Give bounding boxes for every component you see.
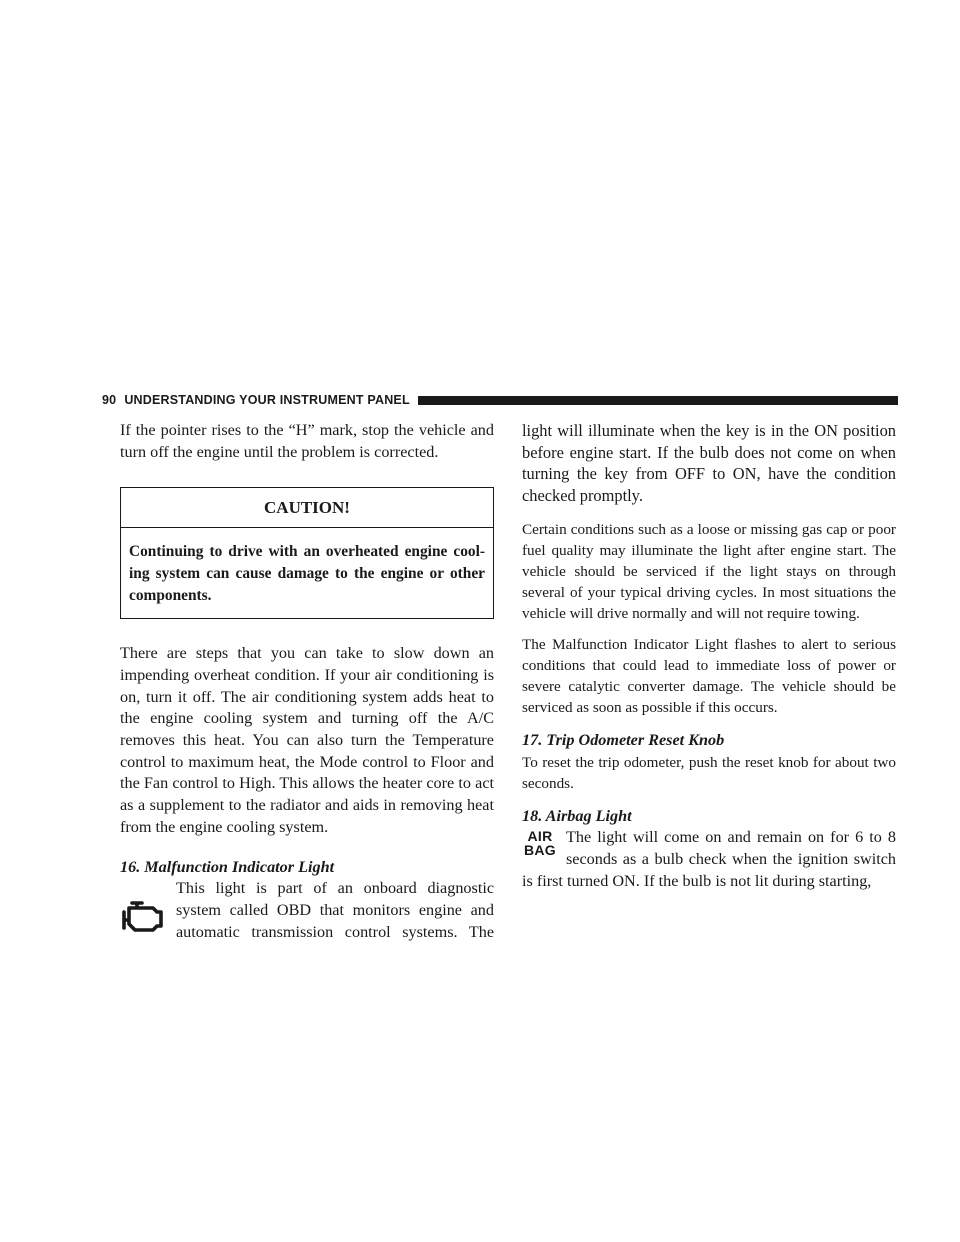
airbag-icon: AIR BAG <box>523 828 556 859</box>
caution-text: Continuing to drive with an overheated engine cool- ing system can cause damage to the engine or other components. <box>129 543 485 604</box>
overheat-steps-paragraph: There are steps that you can take to slow down an impending overheat condition. If your air conditioning is on, turn it off. The air conditioning system adds heat to the engine cooling system and turning off the A/C removes this heat. You can also turn the Temperature control to maximum heat, the Mode control to Floor and the Fan control to High. This allows the heater core to act as a supplement to the radiator and aids in removing heat from the engine cooling system. <box>120 644 494 836</box>
trip-paragraph: To reset the trip odometer, push the reset knob for about two seconds. <box>522 753 896 792</box>
airbag-paragraph: The light will come on and remain on for 6 to 8 seconds as a bulb check when the ignition switch is first turned ON. If the bulb is not lit during starting, <box>522 828 896 890</box>
mil-line-1: This light is part of an onboard diagnostic <box>176 879 494 898</box>
airbag-heading: 18. Airbag Light <box>522 806 632 825</box>
mil-paragraph <box>120 878 494 943</box>
mil-line-2: system called OBD that monitors engine and <box>176 900 494 919</box>
header-rule <box>418 396 898 405</box>
mil-line-3: automatic transmission control systems. The <box>176 922 494 941</box>
mil-heading: 16. Malfunction Indicator Light <box>120 857 335 876</box>
right-column <box>522 420 896 892</box>
conditions-paragraph: Certain conditions such as a loose or missing gas cap or poor fuel quality may illuminate the light after engine start. The vehicle should be serviced if the light stays on through several of your typical driving cycles. In most situations the vehicle will drive normally and will not require towing. <box>522 520 896 622</box>
page-number: 90 <box>102 393 117 407</box>
check-engine-icon <box>120 890 168 940</box>
page-header <box>102 391 898 409</box>
airbag-paragraph-block <box>522 827 896 892</box>
flash-paragraph: The Malfunction Indicator Light flashes to alert to serious conditions that could lead to immediate loss of power or severe catalytic converter damage. The vehicle should be serviced as soon as possible if this occurs. <box>522 635 896 716</box>
mil-continued-paragraph: light will illuminate when the key is in the ON position before engine start. If the bulb does not come on when turning the key from OFF to ON, have the condition checked promptly. <box>522 421 896 506</box>
intro-paragraph: If the pointer rises to the “H” mark, stop the vehicle and turn off the engine until the problem is corrected. <box>120 421 494 461</box>
left-column <box>120 420 494 943</box>
section-title: UNDERSTANDING YOUR INSTRUMENT PANEL <box>124 393 410 407</box>
caution-box <box>120 487 494 619</box>
caution-title: CAUTION! <box>121 488 493 528</box>
trip-heading: 17. Trip Odometer Reset Knob <box>522 730 725 749</box>
